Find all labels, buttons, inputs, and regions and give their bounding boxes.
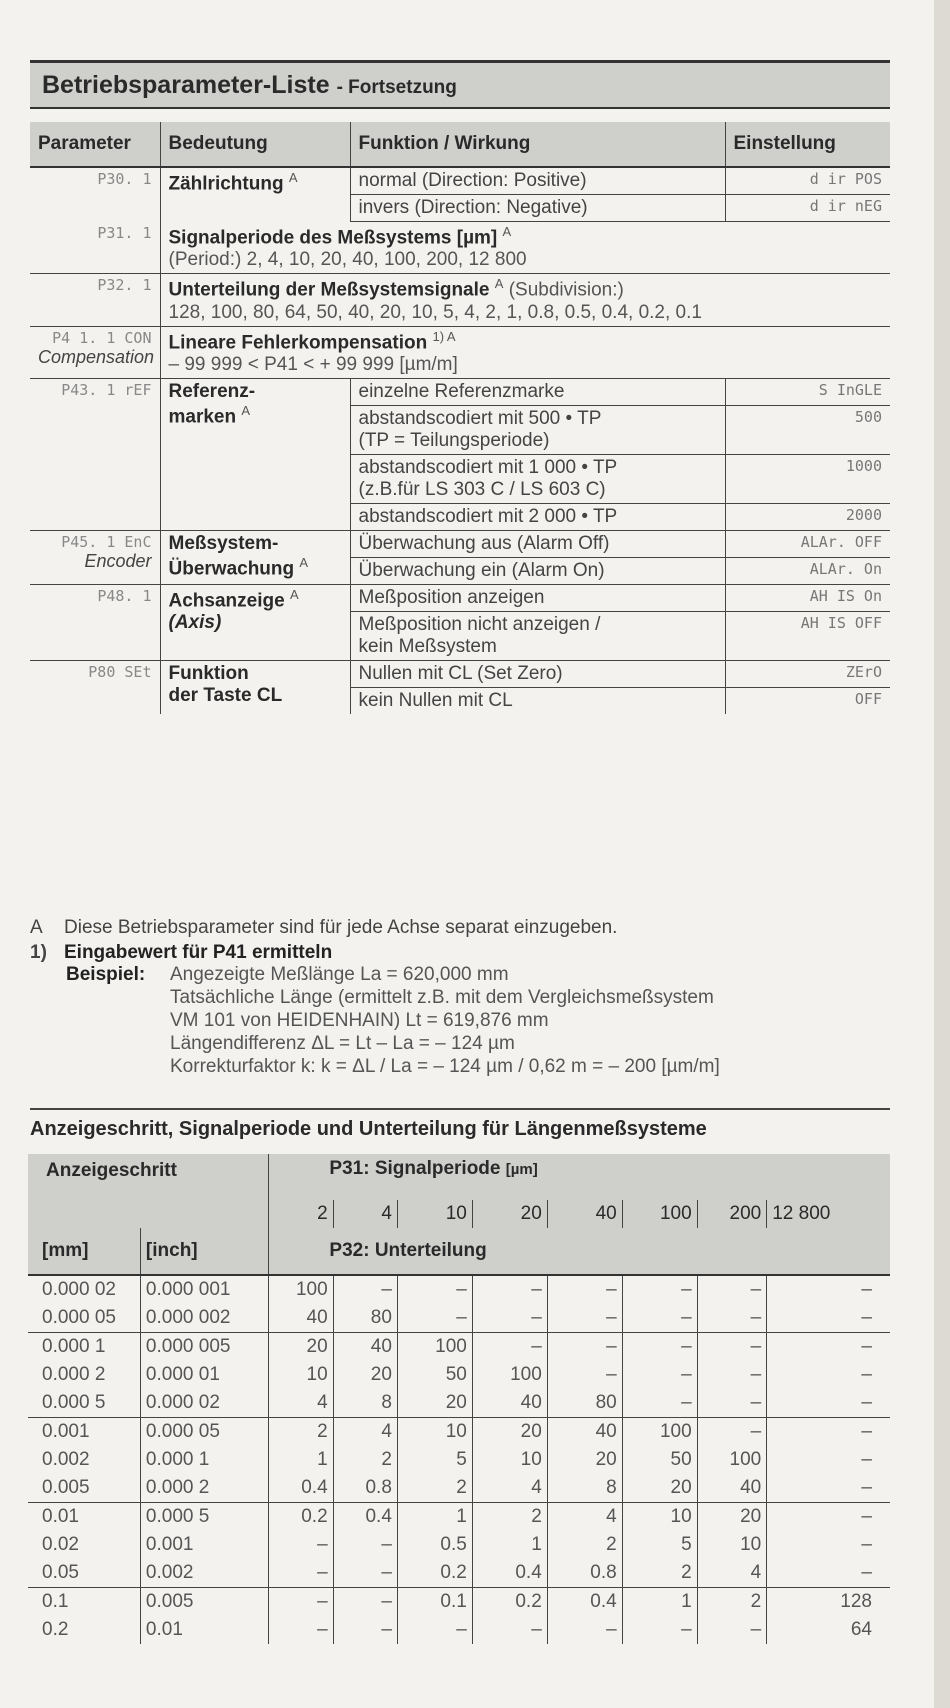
table-row bbox=[28, 1446, 890, 1474]
table-row bbox=[28, 1304, 890, 1333]
param-name-text: der Taste CL bbox=[168, 684, 283, 706]
cell-mm: 0.02 bbox=[28, 1531, 140, 1559]
col-einstellung: Einstellung bbox=[725, 122, 890, 167]
param-function-text: (TP = Teilungsperiode) bbox=[358, 429, 550, 451]
param-function: kein Nullen mit CL bbox=[350, 687, 725, 714]
param-setting: S InGLE bbox=[725, 378, 890, 405]
param-setting: 2000 bbox=[725, 503, 890, 530]
cell-subdivision: 0.5 bbox=[397, 1531, 472, 1559]
period-cell: 40 bbox=[547, 1200, 622, 1228]
param-extra: (Subdivision:) bbox=[508, 279, 624, 301]
cell-subdivision: 2 bbox=[269, 1418, 333, 1447]
param-description bbox=[160, 222, 890, 274]
cell-subdivision: – bbox=[547, 1333, 622, 1362]
cell-subdivision: – bbox=[622, 1361, 697, 1389]
param-function bbox=[350, 405, 725, 454]
example-line: VM 101 von HEIDENHAIN) Lt = 619,876 mm bbox=[170, 1010, 549, 1031]
header-mm: [mm] bbox=[28, 1228, 140, 1275]
cell-subdivision: 4 bbox=[269, 1389, 333, 1418]
parameter-table-header bbox=[30, 122, 890, 167]
table-row bbox=[28, 1418, 890, 1447]
param-function: invers (Direction: Negative) bbox=[350, 195, 725, 222]
cell-subdivision: 0.2 bbox=[397, 1559, 472, 1588]
cell-subdivision: – bbox=[767, 1304, 890, 1333]
cell-subdivision: 4 bbox=[333, 1418, 397, 1447]
table-row bbox=[28, 1474, 890, 1503]
param-setting: d ir POS bbox=[725, 167, 890, 195]
cell-subdivision: 20 bbox=[333, 1361, 397, 1389]
table-row bbox=[28, 1503, 890, 1532]
cell-subdivision: 10 bbox=[397, 1418, 472, 1447]
cell-subdivision: – bbox=[861, 1279, 872, 1300]
param-code-text: P4 1. 1 CON bbox=[52, 328, 152, 347]
cell-subdivision: – bbox=[622, 1275, 697, 1304]
col-parameter: Parameter bbox=[30, 122, 160, 167]
footnote-mark: A bbox=[241, 402, 251, 418]
param-function-text: abstandscodiert mit 1 000 • TP bbox=[358, 456, 618, 478]
footnote-mark: A bbox=[502, 224, 512, 239]
cell-subdivision: 0.8 bbox=[547, 1559, 622, 1588]
cell-inch: 0.000 02 bbox=[140, 1389, 269, 1418]
title-main: Betriebsparameter-Liste bbox=[42, 71, 330, 99]
param-function: Meßposition anzeigen bbox=[350, 584, 725, 611]
param-name bbox=[160, 530, 350, 584]
param-row bbox=[30, 530, 890, 557]
cell-subdivision: – bbox=[767, 1559, 890, 1588]
cell-subdivision: – bbox=[697, 1275, 767, 1304]
footnote-key: A bbox=[30, 917, 43, 938]
cell-subdivision: 80 bbox=[333, 1304, 397, 1333]
footnote-text: Eingabewert für P41 ermitteln bbox=[64, 942, 333, 963]
param-name bbox=[160, 378, 350, 530]
param-function: abstandscodiert mit 2 000 • TP bbox=[350, 503, 725, 530]
footnote-1 bbox=[30, 940, 890, 965]
param-code: P80 SEt bbox=[30, 660, 160, 714]
cell-subdivision: 100 bbox=[269, 1275, 333, 1304]
param-setting: ALAr. On bbox=[725, 557, 890, 584]
param-function-text: abstandscodiert mit 500 • TP bbox=[358, 407, 602, 429]
cell-subdivision: 8 bbox=[333, 1389, 397, 1418]
param-function-text: (z.B.für LS 303 C / LS 603 C) bbox=[358, 478, 606, 500]
cell-subdivision: – bbox=[697, 1361, 767, 1389]
param-code bbox=[30, 530, 160, 584]
cell-mm: 0.005 bbox=[28, 1474, 140, 1503]
footnote-mark: 1) A bbox=[432, 328, 456, 344]
param-name bbox=[160, 660, 350, 714]
table-row bbox=[28, 1275, 890, 1304]
example-line: Tatsächliche Länge (ermittelt z.B. mit dem Vergleichsmeßsystem bbox=[170, 987, 714, 1008]
param-code: P32. 1 bbox=[30, 274, 160, 326]
col-funktion: Funktion / Wirkung bbox=[350, 122, 725, 167]
table-row bbox=[28, 1531, 890, 1559]
cell-inch: 0.000 05 bbox=[140, 1418, 269, 1447]
param-row bbox=[30, 660, 890, 687]
footnote-mark: A bbox=[299, 554, 309, 570]
cell-subdivision: – bbox=[861, 1421, 872, 1442]
cell-subdivision: 4 bbox=[697, 1559, 767, 1588]
cell-subdivision: 1 bbox=[397, 1503, 472, 1532]
table-row bbox=[28, 1361, 890, 1389]
cell-subdivision: 0.4 bbox=[333, 1503, 397, 1532]
cell-subdivision: 0.1 bbox=[397, 1588, 472, 1617]
cell-subdivision: – bbox=[697, 1418, 767, 1447]
resolution-table-body bbox=[28, 1275, 890, 1644]
param-setting: d ir nEG bbox=[725, 195, 890, 222]
param-code: P48. 1 bbox=[30, 584, 160, 660]
cell-subdivision: – bbox=[269, 1616, 333, 1644]
example-line: Angezeigte Meßlänge La = 620,000 mm bbox=[170, 964, 509, 985]
param-name-text: Unterteilung der Meßsystemsignale bbox=[168, 279, 490, 301]
param-name-text: Signalperiode des Meßsystems [µm] bbox=[168, 227, 498, 249]
table-row bbox=[28, 1588, 890, 1617]
cell-subdivision: 4 bbox=[547, 1503, 622, 1532]
period-cell: 10 bbox=[397, 1200, 472, 1228]
period-cell: 20 bbox=[472, 1200, 547, 1228]
cell-subdivision: 128 bbox=[840, 1591, 872, 1612]
cell-subdivision: – bbox=[547, 1275, 622, 1304]
cell-subdivision: – bbox=[622, 1616, 697, 1644]
cell-subdivision: 100 bbox=[697, 1446, 767, 1474]
cell-subdivision: – bbox=[397, 1275, 472, 1304]
param-function: Nullen mit CL (Set Zero) bbox=[350, 660, 725, 687]
cell-subdivision: – bbox=[697, 1616, 767, 1644]
param-name-text: (Axis) bbox=[168, 612, 222, 634]
footnote-text: Diese Betriebsparameter sind für jede Achse separat einzugeben. bbox=[64, 917, 618, 938]
param-setting: ZErO bbox=[725, 660, 890, 687]
cell-subdivision: 1 bbox=[622, 1588, 697, 1617]
cell-subdivision: – bbox=[547, 1304, 622, 1333]
table-row bbox=[28, 1559, 890, 1588]
cell-subdivision: 2 bbox=[333, 1446, 397, 1474]
cell-subdivision: – bbox=[767, 1474, 890, 1503]
cell-mm: 0.2 bbox=[28, 1616, 140, 1644]
param-values: (Period:) 2, 4, 10, 20, 40, 100, 200, 12 800 bbox=[168, 249, 527, 271]
cell-subdivision: – bbox=[397, 1616, 472, 1644]
cell-subdivision: – bbox=[472, 1275, 547, 1304]
param-setting: 500 bbox=[725, 405, 890, 454]
cell-subdivision: 2 bbox=[472, 1503, 547, 1532]
cell-inch: 0.000 5 bbox=[140, 1503, 269, 1532]
cell-inch: 0.000 1 bbox=[140, 1446, 269, 1474]
table-row bbox=[28, 1333, 890, 1362]
cell-subdivision: – bbox=[547, 1616, 622, 1644]
cell-inch: 0.000 005 bbox=[140, 1333, 269, 1362]
param-code bbox=[30, 326, 160, 378]
cell-subdivision: 8 bbox=[547, 1474, 622, 1503]
period-cell: 100 bbox=[622, 1200, 697, 1228]
cell-subdivision: – bbox=[269, 1531, 333, 1559]
footnote-key: 1) bbox=[30, 942, 47, 963]
cell-inch: 0.000 002 bbox=[140, 1304, 269, 1333]
period-cell: 4 bbox=[333, 1200, 397, 1228]
param-code: P43. 1 rEF bbox=[30, 378, 160, 530]
param-setting: ALAr. OFF bbox=[725, 530, 890, 557]
cell-subdivision: – bbox=[472, 1616, 547, 1644]
page-title bbox=[42, 71, 457, 100]
param-row bbox=[30, 378, 890, 405]
cell-subdivision: 20 bbox=[547, 1446, 622, 1474]
param-values: – 99 999 < P41 < + 99 999 [µm/m] bbox=[168, 353, 458, 375]
param-name-text: Überwachung bbox=[168, 558, 295, 580]
resolution-table bbox=[28, 1154, 890, 1644]
cell-mm: 0.000 5 bbox=[28, 1389, 140, 1418]
cell-subdivision: 64 bbox=[850, 1619, 872, 1640]
cell-subdivision: 40 bbox=[333, 1333, 397, 1362]
cell-subdivision: 50 bbox=[622, 1446, 697, 1474]
param-description bbox=[160, 274, 890, 326]
param-sublabel: Compensation bbox=[38, 346, 155, 367]
cell-subdivision: 10 bbox=[269, 1361, 333, 1389]
table-row bbox=[28, 1389, 890, 1418]
unit-row bbox=[28, 1228, 890, 1275]
param-code: P30. 1 bbox=[30, 167, 160, 222]
param-function-text: kein Meßsystem bbox=[358, 635, 497, 657]
cell-mm: 0.000 2 bbox=[28, 1361, 140, 1389]
header-p31-unit: [µm] bbox=[505, 1161, 538, 1178]
param-name-text: marken bbox=[168, 406, 237, 428]
cell-inch: 0.001 bbox=[140, 1531, 269, 1559]
param-values: 128, 100, 80, 64, 50, 40, 20, 10, 5, 4, 2, 1, 0.8, 0.5, 0.4, 0.2, 0.1 bbox=[168, 301, 702, 323]
title-band bbox=[30, 60, 890, 109]
header-anzeigeschritt: Anzeigeschritt bbox=[28, 1154, 269, 1200]
cell-subdivision: – bbox=[333, 1531, 397, 1559]
cell-subdivision: 2 bbox=[622, 1559, 697, 1588]
cell-subdivision: – bbox=[622, 1389, 697, 1418]
cell-subdivision: 0.4 bbox=[472, 1559, 547, 1588]
page-edge bbox=[934, 0, 950, 1708]
cell-mm: 0.001 bbox=[28, 1418, 140, 1447]
example-block bbox=[66, 963, 720, 1078]
param-row bbox=[30, 167, 890, 195]
cell-subdivision: – bbox=[472, 1304, 547, 1333]
cell-inch: 0.002 bbox=[140, 1559, 269, 1588]
cell-subdivision: – bbox=[472, 1333, 547, 1362]
cell-subdivision: – bbox=[767, 1389, 890, 1418]
cell-subdivision: 20 bbox=[622, 1474, 697, 1503]
param-name bbox=[160, 167, 350, 222]
cell-subdivision: 20 bbox=[397, 1389, 472, 1418]
param-description bbox=[160, 326, 890, 378]
param-function-text: Meßposition nicht anzeigen / bbox=[358, 613, 601, 635]
example-line: Korrekturfaktor k: k = ΔL / La = – 124 µm / 0,62 m = – 200 [µm/m] bbox=[170, 1056, 720, 1077]
period-cell: 200 bbox=[697, 1200, 767, 1228]
cell-subdivision: 2 bbox=[697, 1588, 767, 1617]
param-setting: AH IS On bbox=[725, 584, 890, 611]
cell-subdivision: 10 bbox=[622, 1503, 697, 1532]
cell-mm: 0.002 bbox=[28, 1446, 140, 1474]
example-label: Beispiel: bbox=[66, 964, 146, 985]
cell-mm: 0.01 bbox=[28, 1503, 140, 1532]
cell-subdivision: 5 bbox=[622, 1531, 697, 1559]
cell-subdivision: 20 bbox=[697, 1503, 767, 1532]
period-cell: 12 800 bbox=[772, 1203, 831, 1224]
cell-subdivision: 1 bbox=[472, 1531, 547, 1559]
cell-subdivision: 40 bbox=[547, 1418, 622, 1447]
header-spacer bbox=[28, 1200, 269, 1228]
param-row bbox=[30, 274, 890, 326]
cell-subdivision: 40 bbox=[472, 1389, 547, 1418]
cell-mm: 0.1 bbox=[28, 1588, 140, 1617]
cell-subdivision: – bbox=[269, 1588, 333, 1617]
cell-subdivision: – bbox=[861, 1336, 872, 1357]
footnote-a bbox=[30, 915, 890, 940]
period-row bbox=[28, 1200, 890, 1228]
cell-subdivision: 10 bbox=[697, 1531, 767, 1559]
cell-subdivision: – bbox=[861, 1449, 872, 1470]
header-p31 bbox=[269, 1154, 890, 1200]
param-function: normal (Direction: Positive) bbox=[350, 167, 725, 195]
cell-subdivision: 100 bbox=[397, 1333, 472, 1362]
cell-subdivision: – bbox=[861, 1506, 872, 1527]
param-name-text: Meßsystem- bbox=[168, 532, 279, 554]
cell-subdivision: 5 bbox=[397, 1446, 472, 1474]
cell-subdivision: – bbox=[697, 1389, 767, 1418]
cell-subdivision: 40 bbox=[697, 1474, 767, 1503]
cell-mm: 0.000 02 bbox=[28, 1275, 140, 1304]
footnotes bbox=[30, 915, 890, 965]
cell-subdivision: – bbox=[697, 1304, 767, 1333]
cell-subdivision: – bbox=[333, 1559, 397, 1588]
header-inch: [inch] bbox=[140, 1228, 269, 1275]
param-setting: 1000 bbox=[725, 454, 890, 503]
cell-subdivision: 80 bbox=[547, 1389, 622, 1418]
cell-subdivision: 40 bbox=[269, 1304, 333, 1333]
cell-subdivision: 0.8 bbox=[333, 1474, 397, 1503]
cell-subdivision: 20 bbox=[472, 1418, 547, 1447]
cell-subdivision: – bbox=[622, 1304, 697, 1333]
cell-mm: 0.000 05 bbox=[28, 1304, 140, 1333]
param-function bbox=[350, 611, 725, 660]
cell-inch: 0.000 001 bbox=[140, 1275, 269, 1304]
footnote-mark: A bbox=[494, 276, 504, 292]
title-subtitle: - Fortsetzung bbox=[336, 77, 457, 98]
cell-subdivision: – bbox=[397, 1304, 472, 1333]
param-code-text: P45. 1 EnC bbox=[61, 532, 152, 551]
cell-subdivision: 20 bbox=[269, 1333, 333, 1362]
cell-subdivision: 0.2 bbox=[269, 1503, 333, 1532]
cell-subdivision: – bbox=[861, 1534, 872, 1555]
param-function: Überwachung ein (Alarm On) bbox=[350, 557, 725, 584]
param-name-text: Achsanzeige bbox=[168, 590, 285, 612]
cell-subdivision: 50 bbox=[397, 1361, 472, 1389]
param-name-text: Referenz- bbox=[168, 380, 256, 402]
cell-subdivision: 0.2 bbox=[472, 1588, 547, 1617]
param-function: einzelne Referenzmarke bbox=[350, 378, 725, 405]
param-setting: AH IS OFF bbox=[725, 611, 890, 660]
param-name-text: Lineare Fehlerkompensation bbox=[168, 331, 428, 353]
header-p31-text: P31: Signalperiode bbox=[329, 1158, 501, 1179]
param-setting: OFF bbox=[854, 689, 882, 708]
example-line: Längendifferenz ΔL = Lt – La = – 124 µm bbox=[170, 1033, 515, 1054]
cell-subdivision: 10 bbox=[472, 1446, 547, 1474]
cell-subdivision: – bbox=[697, 1333, 767, 1362]
col-bedeutung: Bedeutung bbox=[160, 122, 350, 167]
cell-mm: 0.000 1 bbox=[28, 1333, 140, 1362]
period-cell: 2 bbox=[269, 1200, 333, 1228]
cell-subdivision: – bbox=[269, 1559, 333, 1588]
footnote-mark: A bbox=[288, 170, 298, 185]
param-function bbox=[350, 454, 725, 503]
cell-subdivision: 4 bbox=[472, 1474, 547, 1503]
table-header-row bbox=[28, 1154, 890, 1200]
cell-inch: 0.000 2 bbox=[140, 1474, 269, 1503]
cell-subdivision: 100 bbox=[622, 1418, 697, 1447]
cell-inch: 0.005 bbox=[140, 1588, 269, 1617]
header-p32: P32: Unterteilung bbox=[269, 1228, 890, 1275]
param-row bbox=[30, 584, 890, 611]
param-row bbox=[30, 222, 890, 274]
parameter-table bbox=[30, 122, 890, 714]
cell-subdivision: 0.4 bbox=[269, 1474, 333, 1503]
cell-inch: 0.000 01 bbox=[140, 1361, 269, 1389]
cell-subdivision: – bbox=[547, 1361, 622, 1389]
param-name bbox=[160, 584, 350, 660]
footnote-mark: A bbox=[289, 586, 299, 602]
section-divider bbox=[30, 1108, 890, 1110]
example-lines bbox=[170, 963, 720, 1078]
cell-subdivision: – bbox=[333, 1616, 397, 1644]
cell-subdivision: – bbox=[622, 1333, 697, 1362]
param-function: Überwachung aus (Alarm Off) bbox=[350, 530, 725, 557]
cell-inch: 0.01 bbox=[140, 1616, 269, 1644]
cell-subdivision: – bbox=[861, 1364, 872, 1385]
param-code: P31. 1 bbox=[30, 222, 160, 274]
section-title: Anzeigeschritt, Signalperiode und Unterteilung für Längenmeßsysteme bbox=[30, 1118, 707, 1140]
cell-subdivision: – bbox=[333, 1275, 397, 1304]
cell-subdivision: 100 bbox=[472, 1361, 547, 1389]
param-sublabel: Encoder bbox=[84, 550, 152, 571]
cell-subdivision: 2 bbox=[397, 1474, 472, 1503]
cell-subdivision: 1 bbox=[269, 1446, 333, 1474]
param-row bbox=[30, 326, 890, 378]
table-row bbox=[28, 1616, 890, 1644]
param-name-text: Zählrichtung bbox=[168, 173, 284, 195]
cell-subdivision: 2 bbox=[547, 1531, 622, 1559]
param-name-text: Funktion bbox=[168, 662, 249, 684]
cell-subdivision: – bbox=[333, 1588, 397, 1617]
cell-mm: 0.05 bbox=[28, 1559, 140, 1588]
cell-subdivision: 0.4 bbox=[547, 1588, 622, 1617]
